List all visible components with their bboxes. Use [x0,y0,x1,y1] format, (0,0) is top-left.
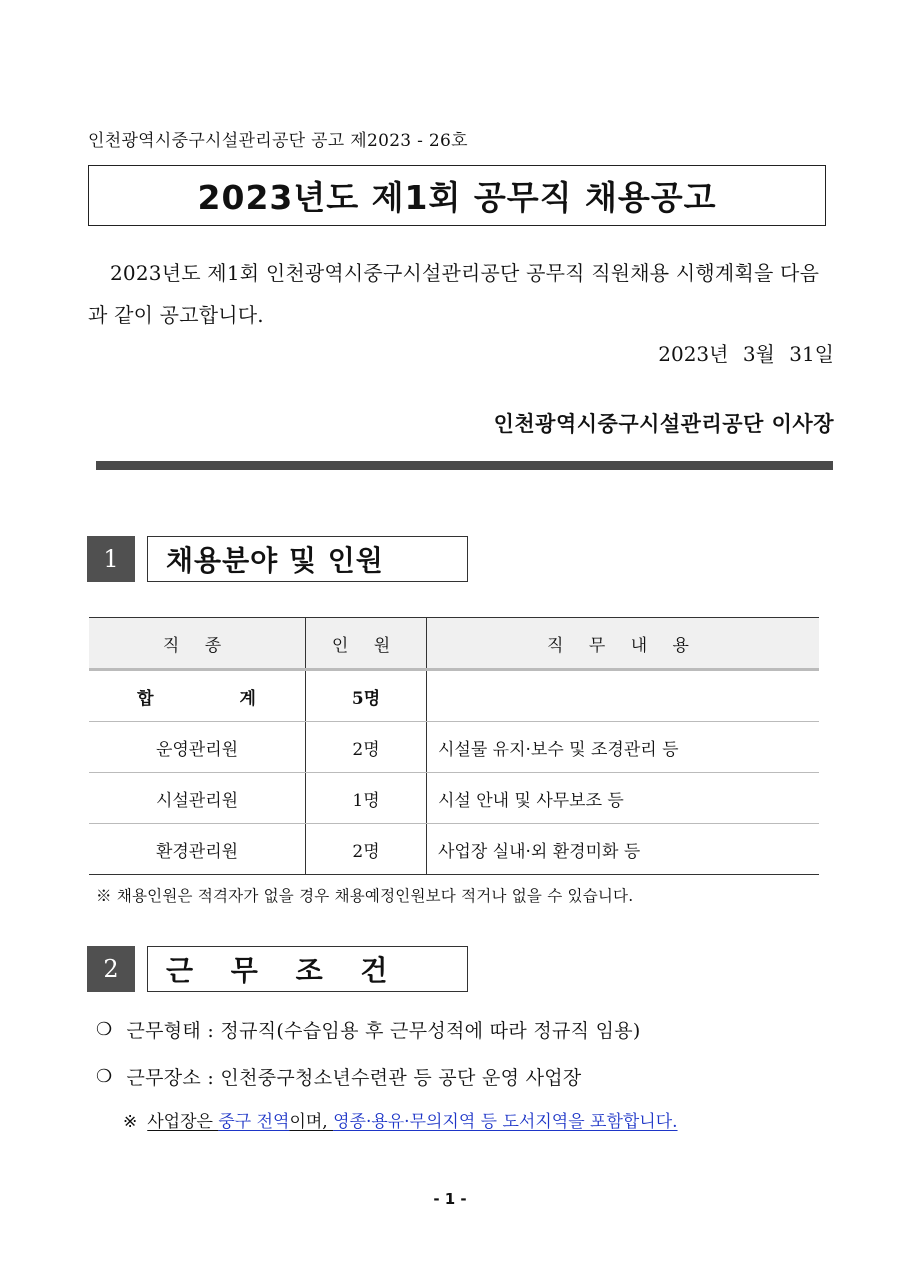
note-mark: ※ [123,1112,138,1132]
location-note-highlight: 영종·용유·무의지역 등 도서지역을 포함합니다. [333,1112,678,1132]
notice-date: 2023년 3월 31일 [658,342,834,366]
total-label: 합 계 [89,670,306,722]
table-row [89,824,819,875]
total-count: 5명 [306,670,427,722]
section-2-number: 2 [87,946,135,992]
issuer-name: 인천광역시중구시설관리공단 이사장 [493,411,834,436]
circle-bullet-icon: ❍ [96,1066,113,1087]
location-note-part: 이며, [289,1112,334,1132]
row-count: 2명 [306,824,427,875]
section-1-title: 채용분야 및 인원 [147,536,468,582]
condition-text: 근무장소 : 인천중구청소년수련관 등 공단 운영 사업장 [126,1067,582,1089]
row-count: 2명 [306,722,427,773]
condition-item [96,1063,582,1090]
table-row-total [89,670,819,722]
table-note: ※ 채용인원은 적격자가 없을 경우 채용예정인원보다 적거나 없을 수 있습니다. [96,887,634,905]
condition-text: 근무형태 : 정규직(수습임용 후 근무성적에 따라 정규직 임용) [126,1020,641,1042]
row-category: 환경관리원 [89,824,306,875]
section-2-title: 근 무 조 건 [147,946,468,992]
row-duty: 시설물 유지·보수 및 조경관리 등 [427,722,820,773]
column-header-count: 인 원 [306,618,427,670]
notice-number: 인천광역시중구시설관리공단 공고 제2023 - 26호 [88,131,468,151]
row-category: 운영관리원 [89,722,306,773]
divider-rule [96,461,833,470]
title-box [88,165,826,226]
section-1-number: 1 [87,536,135,582]
row-duty: 시설 안내 및 사무보조 등 [427,773,820,824]
total-duty [427,670,820,722]
table-row [89,773,819,824]
table-header-row [89,618,819,670]
location-note [123,1107,678,1132]
column-header-category: 직 종 [89,618,306,670]
location-note-highlight: 중구 전역 [218,1112,290,1132]
recruitment-table [89,617,819,875]
page-title: 2023년도 제1회 공무직 채용공고 [197,178,717,217]
row-category: 시설관리원 [89,773,306,824]
column-header-duty: 직 무 내 용 [427,618,820,670]
circle-bullet-icon: ❍ [96,1019,113,1040]
intro-paragraph: 2023년도 제1회 인천광역시중구시설관리공단 공무직 직원채용 시행계획을 다음과 같이 공고합니다. [88,261,820,327]
location-note-part: 사업장은 [147,1112,219,1132]
page-number: - 1 - [433,1190,467,1208]
row-count: 1명 [306,773,427,824]
row-duty: 사업장 실내·외 환경미화 등 [427,824,820,875]
table-row [89,722,819,773]
condition-item [96,1016,641,1043]
